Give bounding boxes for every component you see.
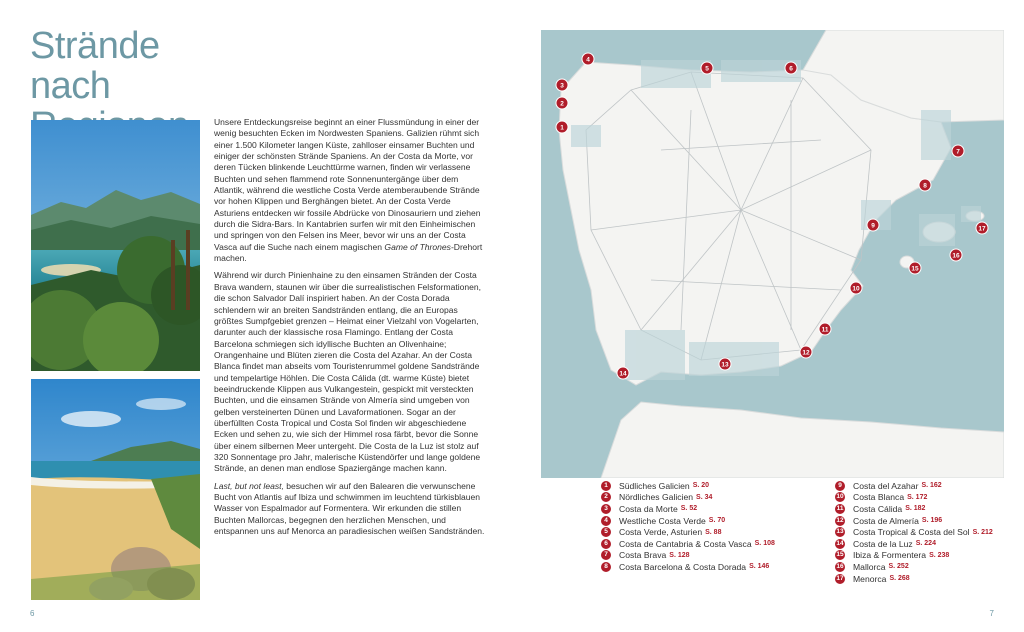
legend-page-ref: S. 146 <box>749 563 770 571</box>
legend-region-name: Südliches Galicien <box>619 480 690 491</box>
legend-page-ref: S. 52 <box>680 505 698 513</box>
marker-16-label: 16 <box>952 252 960 260</box>
legend-item[interactable] <box>601 561 821 573</box>
legend-number: 1 <box>601 481 611 491</box>
marker-3[interactable] <box>556 79 568 91</box>
legend-item[interactable] <box>835 550 1015 562</box>
marker-13[interactable] <box>719 358 731 370</box>
marker-12[interactable] <box>800 346 812 358</box>
legend-region-name: Costa Barcelona & Costa Dorada <box>619 561 747 572</box>
legend-page-ref: S. 252 <box>888 563 909 571</box>
marker-15[interactable] <box>909 262 921 274</box>
legend-item[interactable] <box>835 503 1015 515</box>
legend-page-ref: S. 238 <box>929 551 950 559</box>
legend-page-ref: S. 268 <box>889 575 910 583</box>
legend-region-name: Costa del Azahar <box>853 480 919 491</box>
legend-region-name: Costa Brava <box>619 550 667 561</box>
intro-paragraph-1 <box>214 117 486 264</box>
marker-1[interactable] <box>556 121 568 133</box>
legend-region-name: Costa Verde, Asturien <box>619 527 703 538</box>
marker-2[interactable] <box>556 97 568 109</box>
legend-column-2 <box>835 480 1015 584</box>
legend-page-ref: S. 182 <box>905 505 926 513</box>
legend-page-ref: S. 162 <box>921 482 942 490</box>
intro-text <box>214 117 486 543</box>
marker-1-label: 1 <box>560 124 564 132</box>
marker-16[interactable] <box>950 249 962 261</box>
marker-12-label: 12 <box>802 349 810 357</box>
title-line-1: Strände <box>30 25 160 67</box>
title-line-2: nach <box>30 65 111 107</box>
legend-item[interactable] <box>601 526 821 538</box>
iberia-beach-map <box>541 30 1004 478</box>
legend-region-name: Westliche Costa Verde <box>619 515 706 526</box>
legend-number: 17 <box>836 574 844 582</box>
marker-15-label: 15 <box>911 265 919 273</box>
intro-paragraph-3-italic: Last, but not least, <box>214 480 284 491</box>
legend-region-name: Menorca <box>853 573 887 584</box>
legend-item[interactable] <box>835 480 1015 492</box>
legend-page-ref: S. 34 <box>696 493 713 501</box>
marker-4-label: 4 <box>586 56 590 64</box>
intro-paragraph-1-italic: Game of Thrones <box>384 241 451 252</box>
marker-6[interactable] <box>785 62 797 74</box>
marker-17-label: 17 <box>978 225 986 233</box>
marker-14[interactable] <box>617 367 629 379</box>
legend-region-name: Costa Cálida <box>853 503 903 514</box>
legend-number: 3 <box>601 504 611 514</box>
marker-9[interactable] <box>867 219 879 231</box>
legend-page-ref: S. 224 <box>915 540 936 548</box>
legend-region-name: Costa de la Luz <box>853 538 913 549</box>
legend-page-ref: S. 196 <box>921 517 943 525</box>
marker-8[interactable] <box>919 179 931 191</box>
legend-number: 5 <box>601 527 611 537</box>
legend-page-ref: S. 128 <box>669 551 690 559</box>
legend-number: 12 <box>836 516 844 524</box>
legend-number: 15 <box>836 551 844 559</box>
legend-item[interactable] <box>835 561 1015 573</box>
legend-page-ref: S. 108 <box>754 540 775 548</box>
marker-11[interactable] <box>819 323 831 335</box>
legend-number: 2 <box>601 492 611 502</box>
legend-region-name: Mallorca <box>853 561 886 572</box>
legend-region-name: Costa Tropical & Costa del Sol <box>853 527 970 538</box>
legend-number: 7 <box>601 550 611 560</box>
marker-5[interactable] <box>701 62 713 74</box>
marker-14-label: 14 <box>619 370 627 378</box>
intro-paragraph-3-text: besuchen wir auf den Balearen die verwunschene Bucht von Atlantis auf Ibiza und schwimmen im leuchtend türkisblauen Wasser von Espalmador auf Formentera. Wir erkunden die stillen Buchten Mallorcas, begegnen den herzlichen Menschen, und entspannen uns auf Menorca an paradiesischen weißen Sandstränden. <box>214 480 485 537</box>
legend-page-ref: S. 70 <box>708 517 726 525</box>
right-page <box>512 0 1024 632</box>
legend-item[interactable] <box>601 538 821 550</box>
legend-item[interactable] <box>601 515 821 527</box>
marker-7[interactable] <box>952 145 964 157</box>
marker-2-label: 2 <box>560 100 564 108</box>
legend-number: 14 <box>836 539 844 547</box>
marker-6-label: 6 <box>789 65 793 73</box>
legend-region-name: Costa de Almería <box>853 515 919 526</box>
legend-item[interactable] <box>835 515 1015 527</box>
intro-paragraph-2: Während wir durch Pinienhaine zu den einsamen Stränden der Costa Brava wandern, staunen wir über die surrealistischen Felsformationen, die schon Salvador Dalí inspiriert haben. An der Costa Dorada schlendern wir an breiten Sandstränden entlang, die an Europas größtes Sumpfgebiet grenzen – Heimat einer Vielzahl von Vogelarten, darunter auch der klassische rosa Flamingo. Entlang der Costa Barcelona schmiegen sich idyllische Buchten an Olivenhaine; Orangenhaine und Blüten zieren die Costa del Azahar. An der Costa Blanca findet man abseits vom Touristenrummel goldene Sandstrände und tempelartige Höhlen. Die Costa Cálida (dt. warme Küste) bietet beeindruckende Klippen aus Vulkangestein, gespickt mit versteckten Buchten, und die einsamen Strände von Almería sind umgeben von gelben versteinerten Dünen und Lavaformationen. Sogar an der überfüllten Costa Tropical und Costa Sol finden wir abgeschiedene Ecken und sehen zu, wie sich der Himmel rosa färbt, bevor die Sonne über einem silbernen Meer untergeht. Die Costa de la Luz ist stolz auf 320 Sonnentage pro Jahr, malerische Küstendörfer und lange goldene Strände, an denen man endlose Spaziergänge machen kann. <box>214 270 481 474</box>
legend-number: 13 <box>836 528 844 536</box>
legend-item[interactable] <box>835 526 1015 538</box>
photo-sandy-beach <box>31 379 200 600</box>
marker-7-label: 7 <box>956 148 960 156</box>
page-number-right: 7 <box>989 609 994 618</box>
legend-item[interactable] <box>601 480 821 492</box>
legend-page-ref: S. 20 <box>692 482 710 490</box>
legend-item[interactable] <box>835 573 1015 585</box>
legend-number: 16 <box>836 562 844 570</box>
legend-number: 6 <box>601 539 611 549</box>
intro-paragraph-1-text: Unsere Entdeckungsreise beginnt an einer Flussmündung in einer der wenig besuchten Ecken im Nordwesten Spaniens. Galizien rühmt sich einer 1.500 Kilometer langen Küste, zahlloser einsamer Buchten und einiger der schönsten Strände Spaniens. An der Costa da Morte, vor deren Tücken blinkende Leuchttürme warnen, finden wir verlassene Buchten und sehen flammend rote Sonnenuntergänge über dem Atlantik, während die westliche Costa Verde atemberaubende Strände vor hohen Klippen und Berghängen bietet. An der Costa Verde Asturiens entdecken wir fossile Abdrücke von Dinosauriern und ziehen durch die Sidra-Bars. In Kantabrien surfen wir mit den Einheimischen und springen von den Felsen ins Meer, bevor wir uns an der Costa Vasca auf die Suche nach einem magischen <box>214 117 481 252</box>
intro-paragraph-3 <box>214 481 486 538</box>
page-number-left: 6 <box>30 609 35 618</box>
legend-item[interactable] <box>835 538 1015 550</box>
marker-5-label: 5 <box>705 65 709 73</box>
marker-8-label: 8 <box>923 182 927 190</box>
legend-region-name: Ibiza & Formentera <box>853 550 927 561</box>
legend-number: 11 <box>836 504 844 512</box>
marker-13-label: 13 <box>721 361 729 369</box>
marker-10[interactable] <box>850 282 862 294</box>
marker-4[interactable] <box>582 53 594 65</box>
legend-page-ref: S. 172 <box>907 493 928 501</box>
legend-item[interactable] <box>601 492 821 504</box>
legend-page-ref: S. 88 <box>705 528 722 536</box>
legend-column-1 <box>601 480 821 573</box>
marker-10-label: 10 <box>852 285 860 293</box>
legend-page-ref: S. 212 <box>972 528 993 536</box>
marker-3-label: 3 <box>560 82 564 90</box>
legend-item[interactable] <box>601 503 821 515</box>
legend-item[interactable] <box>835 492 1015 504</box>
photo-coastal-bay <box>31 120 200 371</box>
legend-region-name: Costa Blanca <box>853 492 905 503</box>
marker-9-label: 9 <box>871 222 875 230</box>
legend-region-name: Costa de Cantabria & Costa Vasca <box>619 538 752 549</box>
legend-number: 10 <box>836 493 844 501</box>
intro-paragraph-1-end: -Drehort machen. <box>214 241 483 264</box>
legend-item[interactable] <box>601 550 821 562</box>
legend-region-name: Nördliches Galicien <box>619 492 694 503</box>
marker-17[interactable] <box>976 222 988 234</box>
legend-number: 4 <box>601 516 611 526</box>
legend-number: 8 <box>601 562 611 572</box>
legend-region-name: Costa da Morte <box>619 503 678 514</box>
legend-number: 9 <box>835 481 845 491</box>
marker-11-label: 11 <box>821 326 829 334</box>
